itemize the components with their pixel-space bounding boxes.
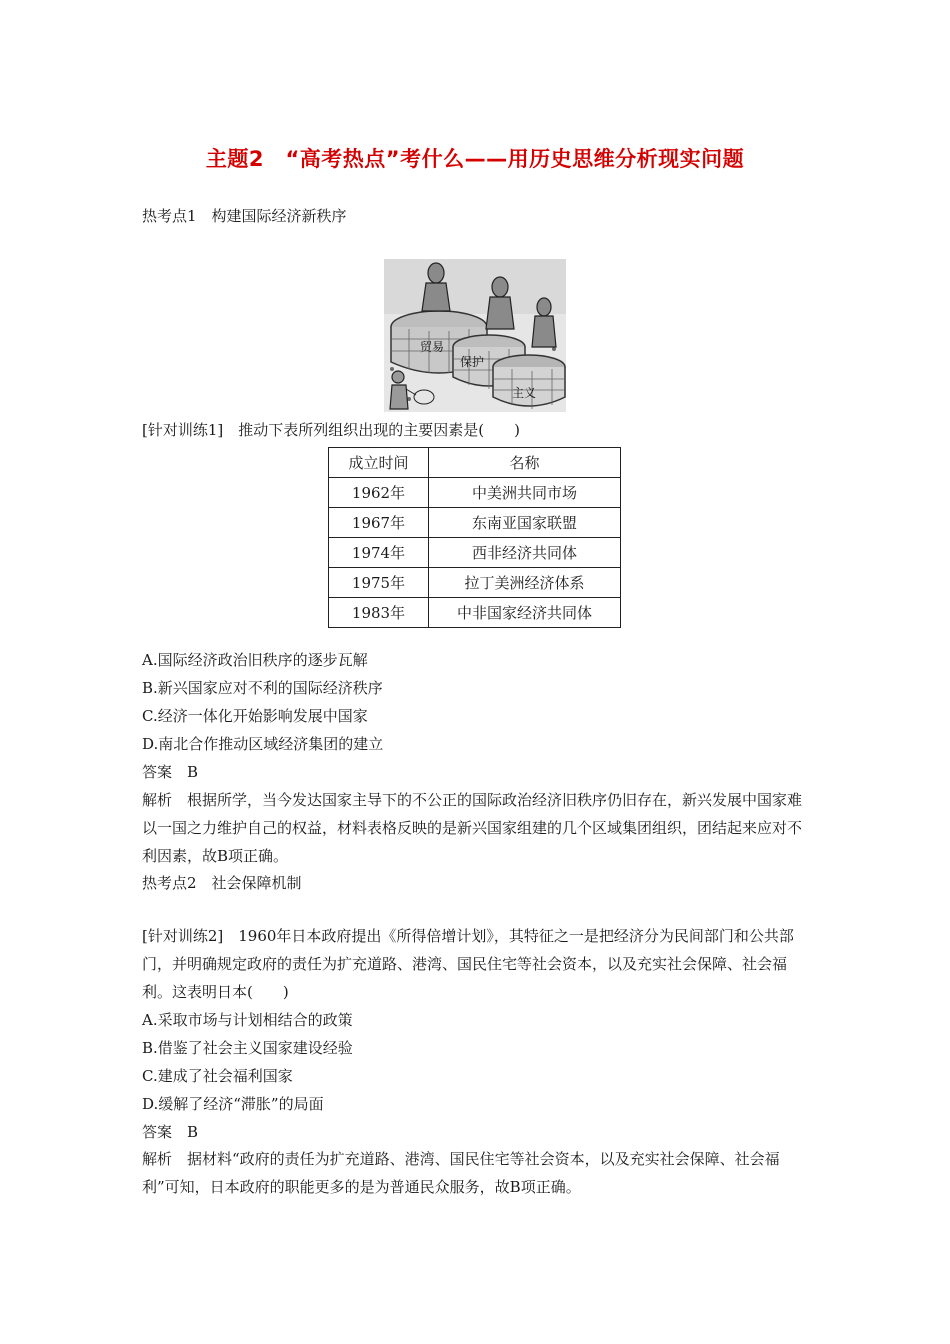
organization-table — [328, 447, 621, 628]
table-row — [329, 538, 621, 568]
column-header-name: 名称 — [429, 448, 621, 478]
table-cell-name: 中美洲共同市场 — [429, 478, 621, 508]
answer-1: 答案 B — [142, 763, 199, 781]
option-a: A.国际经济政治旧秩序的逐步瓦解 — [142, 651, 368, 669]
option-b: B.借鉴了社会主义国家建设经验 — [142, 1039, 353, 1057]
option-a: A.采取市场与计划相结合的政策 — [142, 1011, 353, 1029]
column-header-date: 成立时间 — [329, 448, 429, 478]
table-row — [329, 568, 621, 598]
table-cell-date: 1983年 — [329, 598, 429, 628]
table-cell-name: 东南亚国家联盟 — [429, 508, 621, 538]
hotspot2-heading: 热考点2 社会保障机制 — [142, 874, 302, 892]
cartoon-label-1: 贸易 — [420, 340, 445, 354]
option-d: D.缓解了经济“滞胀”的局面 — [142, 1095, 324, 1113]
table-row — [329, 598, 621, 628]
cartoon-label-3: 主义 — [512, 386, 537, 400]
table-row — [329, 478, 621, 508]
question-1: [针对训练1] 推动下表所列组织出现的主要因素是( ) — [142, 421, 520, 439]
table-cell-name: 中非国家经济共同体 — [429, 598, 621, 628]
answer-2: 答案 B — [142, 1123, 199, 1141]
table-cell-date: 1967年 — [329, 508, 429, 538]
option-d: D.南北合作推动区域经济集团的建立 — [142, 735, 384, 753]
analysis-1: 解析 根据所学，当今发达国家主导下的不公正的国际政治经济旧秩序仍旧存在，新兴发展中国家难以一国之力维护自己的权益，材料表格反映的是新兴国家组建的几个区域集团组织，团结起来应对不利因素，故B项正确。 — [142, 791, 803, 865]
table-cell-date: 1974年 — [329, 538, 429, 568]
analysis-2: 解析 据材料“政府的责任为扩充道路、港湾、国民住宅等社会资本，以及充实社会保障、社会福利”可知，日本政府的职能更多的是为普通民众服务，故B项正确。 — [142, 1150, 780, 1196]
table-cell-date: 1975年 — [329, 568, 429, 598]
trade-protectionism-cartoon — [384, 259, 566, 412]
table-header-row — [329, 448, 621, 478]
hotspot1-heading: 热考点1 构建国际经济新秩序 — [142, 207, 347, 225]
option-c: C.建成了社会福利国家 — [142, 1067, 293, 1085]
option-b: B.新兴国家应对不利的国际经济秩序 — [142, 679, 383, 697]
cartoon-label-2: 保护 — [460, 355, 485, 369]
page-title: 主题2 “高考热点”考什么——用历史思维分析现实问题 — [205, 147, 745, 171]
table-row — [329, 508, 621, 538]
option-c: C.经济一体化开始影响发展中国家 — [142, 707, 368, 725]
question-2: [针对训练2] 1960年日本政府提出《所得倍增计划》，其特征之一是把经济分为民间部门和公共部门，并明确规定政府的责任为扩充道路、港湾、国民住宅等社会资本，以及充实社会保障、社会福利。这表明日本( ) — [142, 927, 794, 1001]
table-cell-name: 西非经济共同体 — [429, 538, 621, 568]
table-cell-name: 拉丁美洲经济体系 — [429, 568, 621, 598]
table-cell-date: 1962年 — [329, 478, 429, 508]
